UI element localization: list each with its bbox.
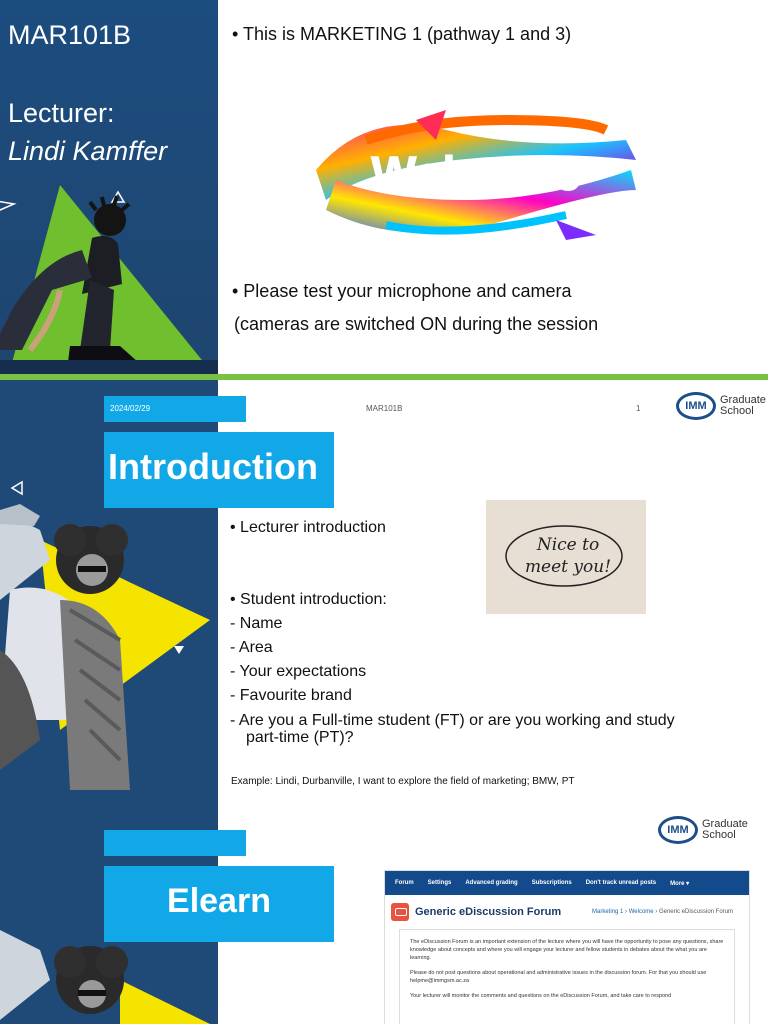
imm-mark: IMM <box>658 816 698 844</box>
test-bullet-line1: • Please test your microphone and camera <box>232 281 572 301</box>
decorative-photo <box>0 180 218 374</box>
nav-track-unread: Don't track unread posts <box>585 880 657 886</box>
logo-line2: School <box>720 405 754 417</box>
example-text: Example: Lindi, Durbanville, I want to explore the field of marketing; BMW, PT <box>231 776 575 787</box>
page-number: 1 <box>636 404 641 413</box>
forum-nav <box>385 871 749 895</box>
slide-title: Introduction <box>108 446 318 487</box>
decorative-photo <box>0 470 218 790</box>
nav-settings: Settings <box>427 880 452 886</box>
nice-line1: Nice to <box>536 535 600 555</box>
imm-logo <box>658 816 748 844</box>
forum-title: Generic eDiscussion Forum <box>415 906 562 918</box>
forum-screenshot <box>384 870 750 1024</box>
forum-header <box>385 895 749 927</box>
lecturer-label: Lecturer: <box>8 98 115 128</box>
footer-course: MAR101B <box>366 404 403 413</box>
course-bullet: • This is MARKETING 1 (pathway 1 and 3) <box>232 24 572 44</box>
crumb-welcome: Welcome <box>628 909 654 915</box>
forum-para-1: The eDiscussion Forum is an important extension of the lecture where you will have the opportunity to pose any questions, share knowledge about concepts and where you will engage your lecturer and fellow students in debates about the what you are learning. <box>410 939 724 961</box>
bullet-lecturer: • Lecturer introduction <box>230 519 386 536</box>
forum-para-2: Please do not post questions about operational and administrative issues in the discussion forum. For that you should use helpme@immgsm.ac.za <box>410 970 707 984</box>
bullet-ft-pt-cont: part-time (PT)? <box>246 729 354 746</box>
title-box <box>104 432 334 508</box>
imm-mark: IMM <box>676 392 716 420</box>
nice-line2: meet you! <box>524 557 612 577</box>
bullet-area: - Area <box>230 639 273 656</box>
logo-line1: Graduate <box>702 818 748 830</box>
welcome-image <box>306 100 646 252</box>
bullet-brand: - Favourite brand <box>230 687 352 704</box>
title-box <box>104 866 334 942</box>
nice-to-meet-you-image <box>486 500 646 614</box>
forum-para-3: Your lecturer will monitor the comments and questions on the eDiscussion Forum, and take care to respond <box>410 993 672 999</box>
bullet-ft-pt: - Are you a Full-time student (FT) or are you working and study <box>230 712 675 729</box>
slide-date: 2024/02/29 <box>110 404 151 413</box>
slide-title: Elearn <box>167 882 271 920</box>
forum-chat-icon <box>391 903 409 921</box>
bullet-name: - Name <box>230 615 283 632</box>
crumb-forum: Generic eDiscussion Forum <box>658 909 733 915</box>
test-bullet-line2: (cameras are switched ON during the session <box>234 314 599 334</box>
nav-forum: Forum <box>395 880 414 886</box>
slide-elearn <box>0 790 768 1024</box>
forum-breadcrumb: Marketing 1 › Welcome › Generic eDiscussion Forum <box>592 909 733 915</box>
date-bar <box>104 830 246 856</box>
logo-line2: School <box>702 829 736 841</box>
nav-more: More ▾ <box>670 880 690 887</box>
logo-line1: Graduate <box>720 394 766 406</box>
slide-introduction <box>0 380 768 790</box>
bullet-expectations: - Your expectations <box>230 663 367 680</box>
nav-subscriptions: Subscriptions <box>531 880 572 886</box>
left-panel <box>0 0 218 374</box>
lecturer-name: Lindi Kamffer <box>8 136 168 166</box>
imm-logo <box>676 392 766 420</box>
forum-description <box>399 929 735 1024</box>
bullet-student: • Student introduction: <box>230 591 387 608</box>
welcome-word: Welcome <box>371 148 581 201</box>
nav-advanced-grading: Advanced grading <box>465 880 518 886</box>
slide-welcome <box>0 0 768 374</box>
crumb-course: Marketing 1 <box>592 909 624 915</box>
course-code: MAR101B <box>8 20 132 50</box>
